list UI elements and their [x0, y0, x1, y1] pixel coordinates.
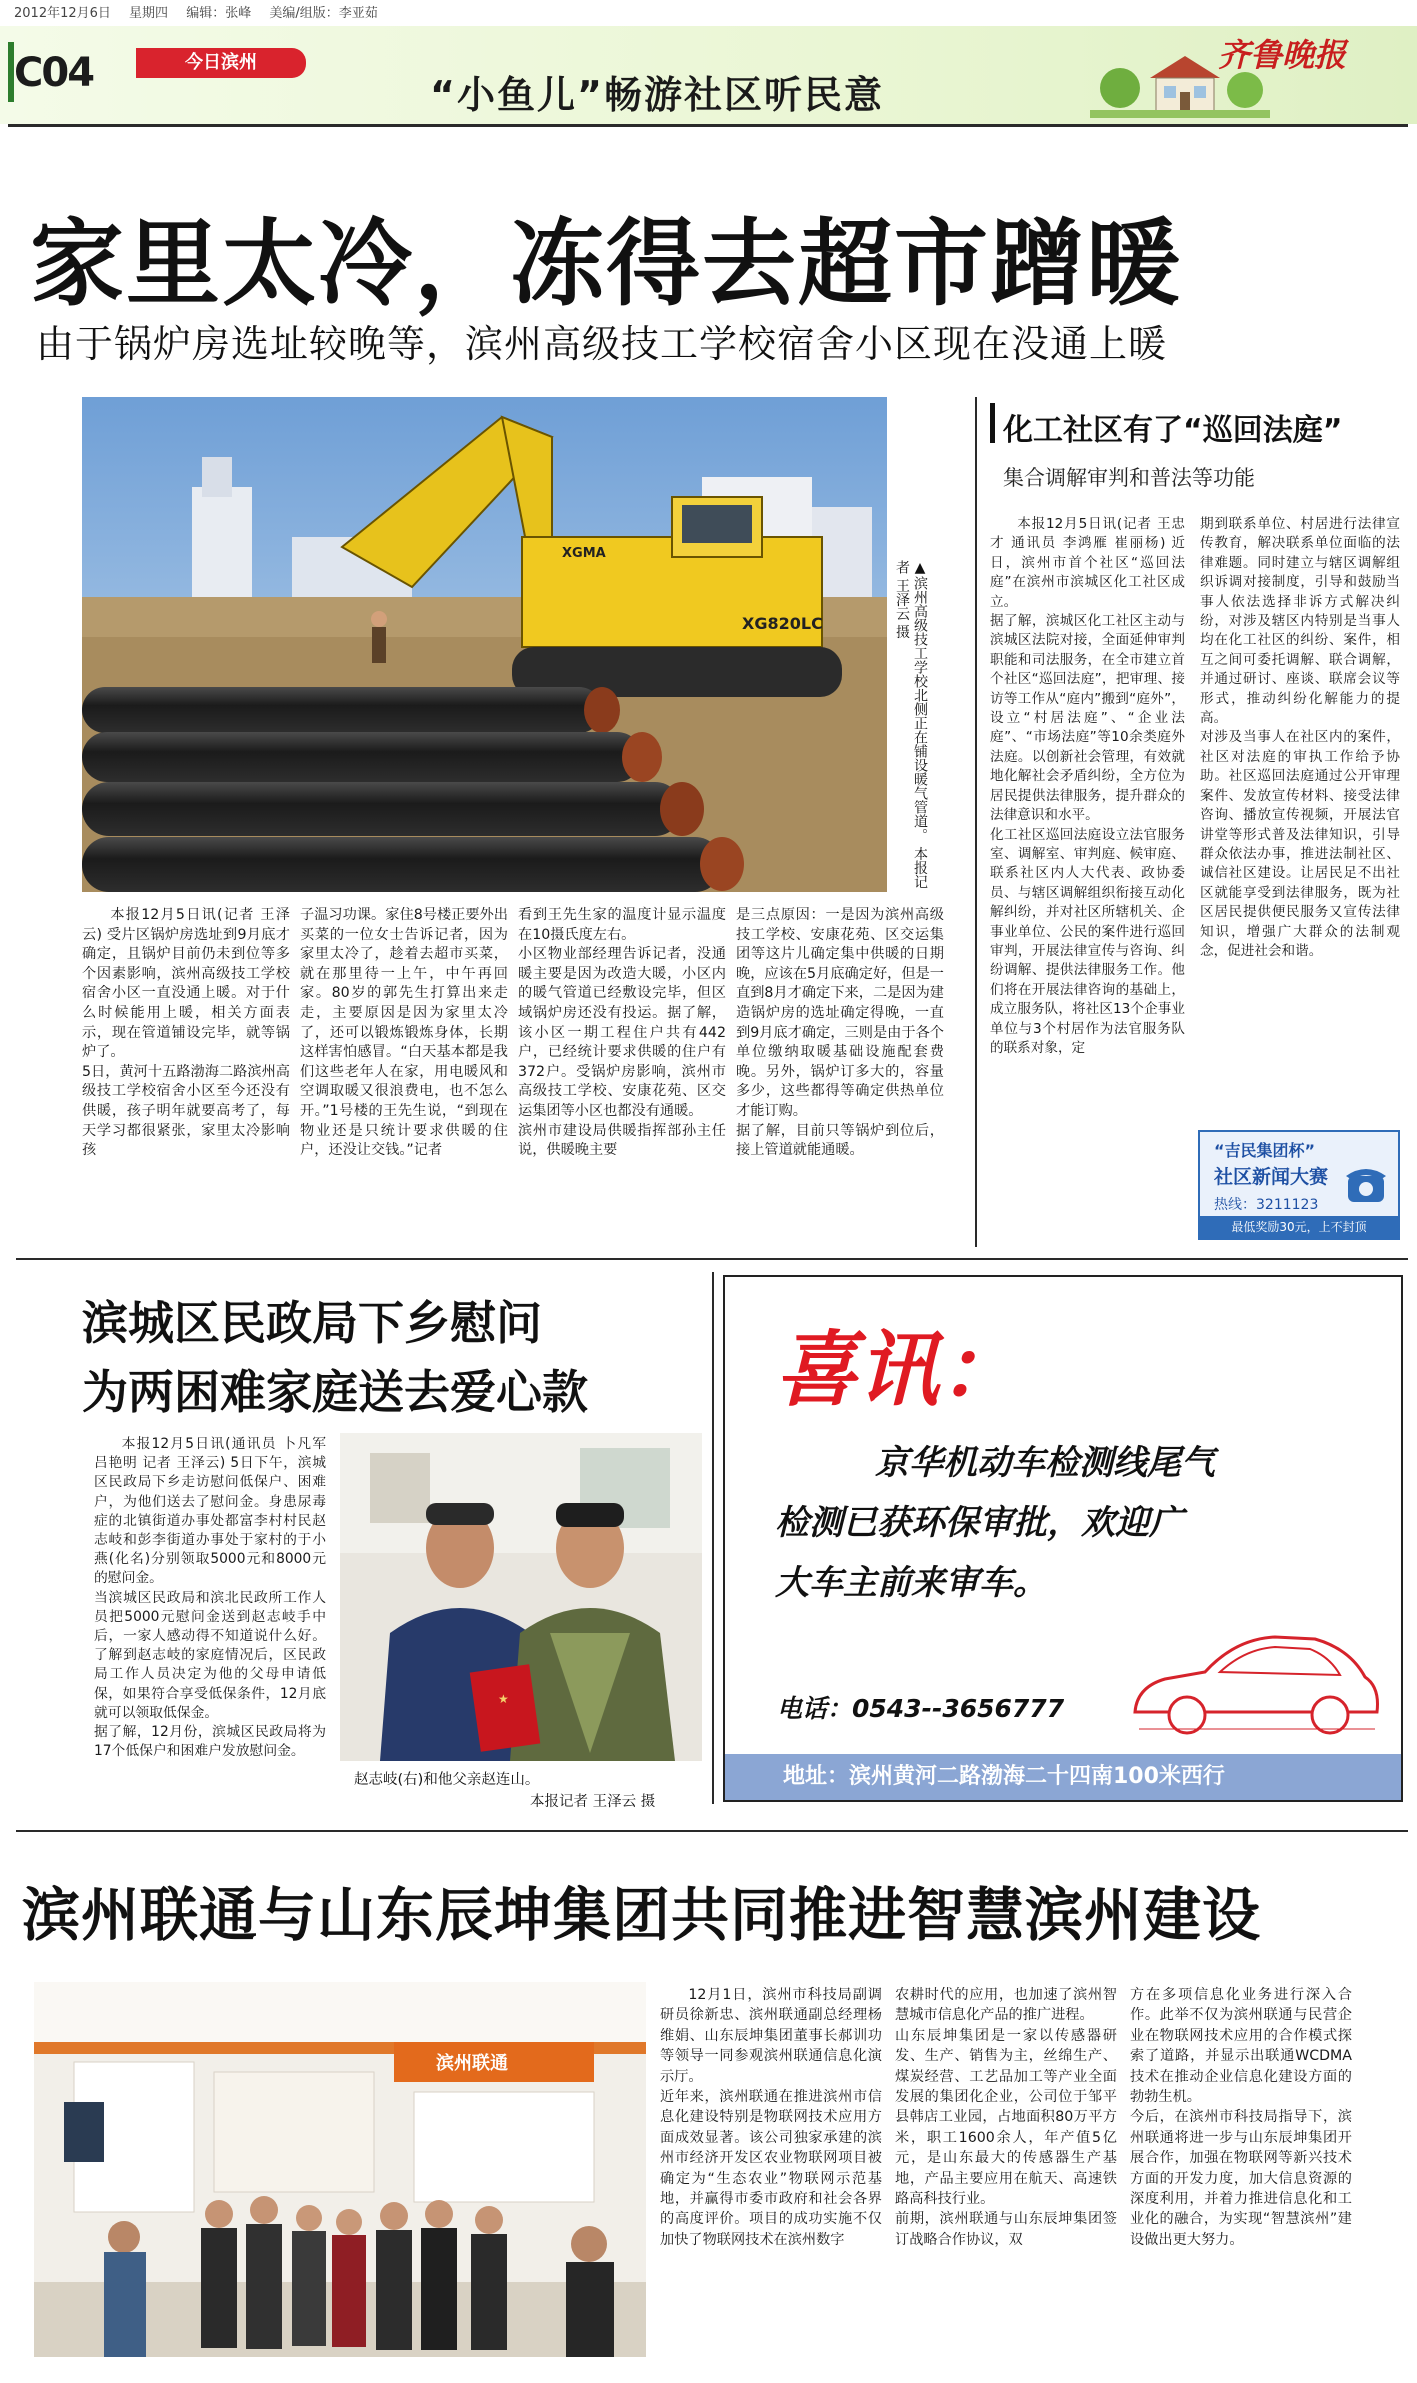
contest-name: 社区新闻大赛 — [1214, 1166, 1329, 1188]
section-rule — [16, 1830, 1408, 1832]
bottom-article-text: 农耕时代的应用，也加速了滨州智慧城市信息化产品的推广进程。 山东辰坤集团是一家以传感器研发、生产、销售为主，丝绵生产、煤炭经营、工艺品加工等产业全面发展的集团化企业，公司位于邹平县韩店工业园，占地面积80万平方米，职工1600余人，年产值5亿元，是山东最大的传感器生产基地，产品主要应用在航天、高速铁路高科技行业。 前期，滨州联通与山东辰坤集团签订战略合作协议，双 — [895, 1987, 1117, 2248]
column-divider — [975, 397, 977, 1247]
unicom-showroom-photo — [34, 1982, 646, 2357]
ad-phone: 电话：0543--3656777 — [777, 1694, 1065, 1723]
bottom-article-column-1 — [660, 1985, 882, 2365]
ad-line-2: 检测已获环保审批，欢迎广 — [775, 1503, 1183, 1543]
bottom-article-column-3 — [1130, 1985, 1352, 2365]
mid-article-text: 本报12月5日讯(通讯员 卜凡军 吕艳明 记者 王泽云) 5日下午，滨城区民政局下乡走访慰问低保户、困难户，为他们送去了慰问金。身患尿毒症的北镇街道办事处都富李村村民赵志岐和彭李街道办事处于家村的于小燕(化名)分别领取5000元和8000元的慰问金。 当滨城区民政局和滨北民政所工作人员把5000元慰问金送到赵志岐手中后，一家人感动得不知道说什么好。了解到赵志岐的家庭情况后，区民政局工作人员决定为他的父母申请低保，如果符合享受低保条件，12月底就可以领取低保金。 据了解，12月份，滨城区民政局将为17个低保户和困难户发放慰问金。 — [94, 1436, 326, 1760]
visit-photo-credit: 本报记者 王泽云 摄 — [530, 1794, 656, 1810]
main-article-text: 看到王先生家的温度计显示温度在10摄氏度左右。 小区物业部经理告诉记者，没通暖主要是因为改造大暖，小区内的暖气管道已经敷设完毕，但区域锅炉房还没有投运。据了解，该小区一期工程住户共有442户，已经统计要求供暖的住户有372户。受锅炉房影响，滨州市高级技工学校、安康花苑、区交运集团等小区也都没有通暖。 滨州市建设局供暖指挥部孙主任说，供暖晚主要 — [518, 907, 726, 1159]
visit-photo — [340, 1433, 702, 1761]
contest-cup-name: “吉民集团杯” — [1214, 1141, 1316, 1160]
hotline-number: 热线：3211123 — [1214, 1197, 1319, 1213]
right-article-column-2 — [1200, 515, 1400, 1125]
column-divider — [712, 1272, 714, 1804]
main-article-column-1 — [82, 906, 290, 1246]
unicom-sign: 滨州联通 — [436, 2053, 508, 2074]
main-photo-caption: ▲滨州高级技工学校北侧正在铺设暖气管道。 本报记者 王泽云 摄 — [894, 560, 928, 889]
mid-article-title-line-2: 为两困难家庭送去爱心款 — [82, 1365, 588, 1419]
visit-photo-caption: 赵志岐(右)和他父亲赵连山。 — [354, 1772, 540, 1788]
main-subheadline: 由于锅炉房选址较晚等，滨州高级技工学校宿舍小区现在没通上暖 — [36, 322, 1168, 366]
news-contest-hotline-box — [1198, 1130, 1400, 1240]
telephone-icon — [1342, 1162, 1390, 1206]
right-article-column-1 — [990, 515, 1185, 1250]
mid-article-body — [94, 1435, 326, 1795]
excavator-maker-label: XGMA — [562, 546, 606, 561]
editor-credit: 编辑：张峰 — [186, 6, 252, 21]
excavator-model-label: XG820LC — [742, 614, 823, 633]
hotline-reward: 最低奖励30元，上不封顶 — [1200, 1216, 1398, 1238]
advertisement-box — [723, 1275, 1403, 1802]
bottom-article-text: 方在多项信息化业务进行深入合作。此举不仅为滨州联通与民营企业在物联网技术应用的合作模式探索了道路，并显示出联通WCDMA技术在推动企业信息化建设方面的勃勃生机。 今后，在滨州市科技局指导下，滨州联通将进一步与山东辰坤集团开展合作，加强在物联网等新兴技术方面的开发力度，加大信息资源的深度利用，并着力推进信息化和工业化的融合，为实现“智慧滨州”建设做出更大努力。 — [1130, 1987, 1352, 2248]
issue-weekday: 星期四 — [129, 6, 169, 21]
main-article-text: 本报12月5日讯(记者 王泽云) 受片区锅炉房选址到9月底才确定，且锅炉目前仍未到位等多个因素影响，滨州高级技工学校宿舍小区一直没通上暖。对于什么时候能用上暖，相关方面表示，现在管道铺设完毕，就等锅炉了。 5日，黄河十五路渤海二路滨州高级技工学校宿舍小区至今还没有供暖，孩子明年就要高考了，每天学习都很紧张，家里太冷影响孩 — [82, 907, 290, 1159]
page-slogan: “小鱼儿”畅游社区听民意 — [430, 73, 884, 117]
main-article-column-3 — [518, 906, 726, 1246]
right-article-text: 期到联系单位、村居进行法律宣传教育，解决联系单位面临的法律难题。同时建立与辖区调解组织诉调对接制度，引导和鼓励当事人依法选择非诉方式解决纠纷，对涉及辖区内特别是当事人均在化工社区的纠纷、案件，相互之间可委托调解、联合调解，并通过研讨、座谈、联席会议等形式，推动纠纷化解能力的提高。 对涉及当事人在社区内的案件，社区对法庭的审执工作给予协助。社区巡回法庭通过公开审理案件、发放宣传材料、接受法律咨询、播放宣传视频，开展法官讲堂等形式普及法律知识，引导群众依法办事，推进法制社区、诚信社区建设。让居民足不出社区就能享受到法律服务，既为社区居民提供便民服务又宣传法律知识，增强广大群众的法制观念，促进社会和谐。 — [1200, 516, 1400, 959]
excavator-photo — [82, 397, 887, 892]
bottom-headline: 滨州联通与山东辰坤集团共同推进智慧滨州建设 — [22, 1881, 1262, 1949]
main-headline: 家里太冷，冻得去超市蹭暖 — [30, 210, 1183, 319]
bottom-article-column-2 — [895, 1985, 1117, 2365]
section-tab: 今日滨州 — [136, 48, 306, 78]
masthead-logo: 齐鲁晚报 — [1218, 36, 1347, 74]
main-article-column-4 — [736, 906, 944, 1246]
right-article-text: 本报12月5日讯(记者 王忠才 通讯员 李鸿雁 崔丽杨) 近日，滨州市首个社区“巡回法庭”在滨州市滨城区化工社区成立。 据了解，滨城区化工社区主动与滨城区法院对接，全面延伸审判职能和司法服务，在全市建立首个社区“巡回法庭”，把审理、接访等工作从“庭内”搬到“庭外”，设立“村居法庭”、“企业法庭”、“市场法庭”等10余类庭外法庭。以创新社会管理，有效就地化解社会矛盾纠纷，全方位为居民提供法律服务，提升群众的法律意识和水平。 化工社区巡回法庭设立法官服务室、调解室、审判庭、候审庭、联系社区内人大代表、政协委员、与辖区调解组织衔接互动化解纠纷，并对社区所辖机关、企事业单位、公民的案件进行巡回审判，开展法律宣传与咨询、纠纷调解、提供法律服务工作。他们将在开展法律咨询的基础上，成立服务队，将社区13个企事业单位与3个村居作为法官服务队的联系对象，定 — [990, 516, 1185, 1056]
header-meta — [14, 2, 392, 21]
ad-title: 喜讯： — [775, 1323, 1021, 1418]
bottom-article-text: 12月1日，滨州市科技局副调研员徐新忠、滨州联通副总经理杨维娟、山东辰坤集团董事长郝训功等领导一同参观滨州联通信息化演示厅。 近年来，滨州联通在推进滨州市信息化建设特别是物联网技术应用方面成效显著。该公司独家承建的滨州市经济开发区农业物联网项目被确定为“生态农业”物联网示范基地，并赢得市委市政府和社会各界的高度评价。项目的成功实施不仅加快了物联网技术在滨州数字 — [660, 1987, 882, 2248]
mid-article-title-line-1: 滨城区民政局下乡慰问 — [82, 1296, 542, 1350]
ad-address: 地址：滨州黄河二路渤海二十四南100米西行 — [725, 1754, 1401, 1800]
main-article-text: 子温习功课。家住8号楼正要外出买菜的一位女士告诉记者，因为家里太冷了，趁着去超市买菜，就在那里待一上午，中午再回家。80岁的郭先生打算出来走走，主要原因是因为家里太冷了，还可以锻炼锻炼身体，长期这样害怕感冒。“白天基本都是我们这些老年人在家，用电暖风和空调取暖又很浪费电，也不怎么开。”1号楼的王先生说，“到现在物业还是只统计要求供暖的住户，还没让交钱。”记者 — [300, 907, 508, 1159]
ad-line-1: 京华机动车检测线尾气 — [875, 1443, 1215, 1483]
designer-credit: 美编/组版：李亚茹 — [269, 6, 378, 21]
header-rule — [8, 124, 1408, 127]
ad-line-3: 大车主前来审车。 — [775, 1563, 1047, 1603]
page-number: C04 — [14, 50, 94, 96]
car-outline-icon — [1125, 1617, 1385, 1747]
main-article-column-2 — [300, 906, 508, 1246]
right-article-subtitle: 集合调解审判和普法等功能 — [1003, 466, 1255, 490]
issue-date: 2012年12月6日 — [14, 6, 111, 21]
svg-text:★: ★ — [498, 1692, 509, 1706]
right-title-marker — [990, 403, 995, 443]
right-article-title: 化工社区有了“巡回法庭” — [1003, 413, 1343, 448]
main-article-text: 是三点原因：一是因为滨州高级技工学校、安康花苑、区交运集团等这片儿确定集中供暖的日期晚，应该在5月底确定好，但是一直到8月才确定下来，二是因为建造锅炉房的选址确定得晚，一直到9月底才确定，三则是由于各个单位缴纳取暖基础设施配套费晚。另外，锅炉订多大的，容量多少，这些都得等确定供热单位才能订购。 据了解，目前只等锅炉到位后，接上管道就能通暖。 — [736, 907, 944, 1159]
section-rule — [16, 1258, 1408, 1260]
